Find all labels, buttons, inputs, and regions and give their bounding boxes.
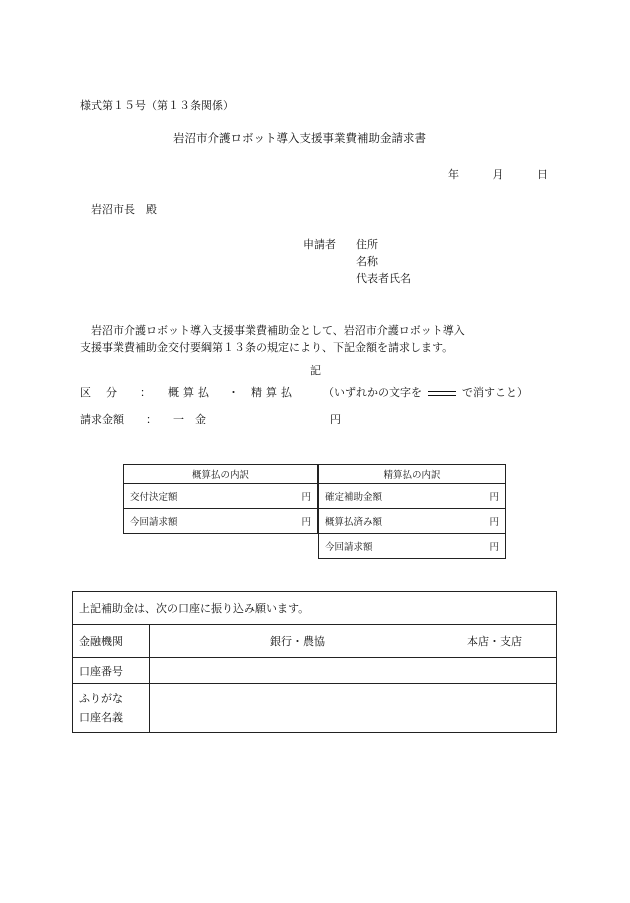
institution-label: 金融機関: [73, 625, 150, 658]
institution-field[interactable]: [150, 625, 557, 658]
account-number-field[interactable]: [150, 658, 557, 684]
branch-types: 本店・支店: [467, 635, 522, 648]
applicant-address-label: 住所: [356, 238, 378, 251]
settlement-row-unit: 円: [489, 517, 499, 528]
double-line-mark: [428, 391, 456, 396]
table-row: [124, 509, 318, 534]
category-dot: ・: [228, 386, 239, 399]
category-note-after: で消すこと）: [462, 386, 528, 399]
estimate-row-unit: 円: [301, 492, 311, 503]
category-label: 区 分: [80, 386, 119, 399]
amount-prefix: 一 金: [173, 413, 206, 426]
estimate-row-unit: 円: [301, 517, 311, 528]
furigana-label: ふりがな: [79, 692, 123, 705]
estimate-breakdown-header: 概算払の内訳: [124, 465, 318, 484]
category-note: [323, 384, 528, 400]
estimate-row-label: 今回請求額: [130, 517, 178, 528]
settlement-row-label: 概算払済み額: [325, 517, 383, 528]
settlement-row-label: 今回請求額: [325, 542, 373, 553]
table-row: [124, 484, 318, 509]
body-text-line2: 支援事業費補助金交付要綱第１３条の規定により、下記金額を請求します。: [80, 341, 454, 354]
settlement-row-unit: 円: [489, 492, 499, 503]
category-colon: ：: [140, 386, 151, 399]
bank-account-table: [72, 591, 557, 733]
estimate-row-label: 交付決定額: [130, 492, 178, 503]
date-line: [448, 166, 548, 182]
amount-colon: ：: [146, 413, 157, 426]
account-holder-name-label: 口座名義: [79, 711, 123, 724]
ki-heading: 記: [310, 364, 321, 377]
account-number-label: 口座番号: [73, 658, 150, 684]
settlement-row-label: 確定補助金額: [325, 492, 383, 503]
bank-intro: 上記補助金は、次の口座に振り込み願います。: [73, 592, 557, 625]
applicant-label: 申請者: [303, 238, 336, 251]
date-month: 月: [492, 168, 504, 181]
category-option-estimate: 概算払: [168, 386, 213, 399]
applicant-representative-label: 代表者氏名: [356, 272, 411, 285]
addressee: 岩沼市長 殿: [91, 203, 157, 216]
form-number: 様式第１５号（第１３条関係）: [80, 99, 234, 112]
date-year: 年: [448, 168, 459, 181]
table-row: [319, 484, 506, 509]
date-day: 日: [537, 168, 548, 181]
settlement-breakdown-table: [318, 464, 506, 559]
settlement-breakdown-header: 精算払の内訳: [319, 465, 506, 484]
estimate-breakdown-table: [123, 464, 318, 534]
account-holder-label: [73, 684, 150, 733]
table-row: [319, 509, 506, 534]
applicant-name-label: 名称: [356, 255, 378, 268]
body-text-line1: 岩沼市介護ロボット導入支援事業費補助金として、岩沼市介護ロボット導入: [91, 324, 465, 337]
amount-unit: 円: [330, 413, 341, 426]
amount-label: 請求金額: [80, 413, 124, 426]
category-option-settlement: 精算払: [251, 386, 296, 399]
account-holder-field[interactable]: [150, 684, 557, 733]
settlement-row-unit: 円: [489, 542, 499, 553]
category-note-before: （いずれかの文字を: [323, 386, 422, 399]
table-row: [319, 534, 506, 559]
bank-types: 銀行・農協: [270, 635, 325, 648]
page-title: 岩沼市介護ロボット導入支援事業費補助金請求書: [173, 131, 426, 145]
